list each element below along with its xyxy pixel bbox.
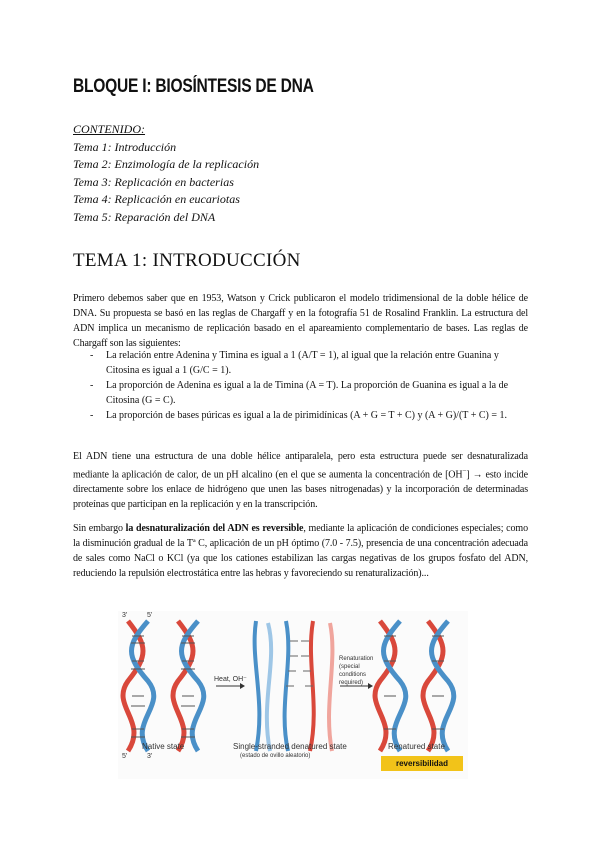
intro-paragraph: Primero debemos saber que en 1953, Watson y Crick publicaron el modelo tridimensional de la doble hélice de DNA. Su propuesta se basó en las reglas de Chargaff y en la fotografía 51 de Rosalind Franklin. La estructura del ADN implica un mecanismo de replicación basado en el apareamiento complementario de bases. Las reglas de Chargaff son las siguientes: <box>73 293 528 349</box>
native-helix-1 <box>123 621 154 751</box>
chargaff-rules-list <box>90 348 530 423</box>
contents-item: Tema 2: Enzimología de la replicación <box>73 157 260 172</box>
reversibility-badge: reversibilidad <box>381 756 463 771</box>
end-label: 3' <box>122 612 128 619</box>
list-item-text: La proporción de Adenina es igual a la de Timina (A = T). La proporción de Guanina es igual a la de Citosina (G = C). <box>106 380 509 406</box>
end-label: 5' <box>147 612 153 619</box>
text-run: El ADN tiene una estructura de una doble hélice antiparalela, pero esta estructura puede ser desnaturalizada mediante la aplicación de calor, de un pH alcalino (en el que se aumenta la concentración de [OH <box>73 451 528 481</box>
renatured-helix-2 <box>423 621 454 751</box>
renatured-helix-1 <box>375 621 406 751</box>
reversibility-paragraph <box>73 521 528 581</box>
heat-arrow <box>216 683 245 689</box>
denaturation-paragraph <box>73 449 528 512</box>
heat-label: Heat, OH⁻ <box>214 676 247 683</box>
end-label: 5' <box>122 753 128 760</box>
bold-text: la desnaturalización del ADN es reversible <box>125 523 304 534</box>
text-run: ] → esto incide directamente sobre los enlace de hidrógeno que unen las bases nitrogenadas) y la incorporación de determinadas proteínas que participan en la replicación y en la transcripción. <box>73 469 528 511</box>
list-item: - La proporción de Adenina es igual a la de Timina (A = T). La proporción de Guanina es igual a la de Citosina (G = C). <box>90 380 509 406</box>
denatured-state-label: Single-stranded denatured state <box>233 742 347 751</box>
contents-item: Tema 3: Replicación en bacterias <box>73 174 234 189</box>
list-item-text: La proporción de bases púricas es igual a la de pirimidínicas (A + G = T + C) y (A + G)/(T + C) = 1. <box>106 410 507 421</box>
end-label: 3' <box>147 753 153 760</box>
superscript: − <box>462 467 467 475</box>
contents-item: Tema 1: Introducción <box>73 139 177 154</box>
contents-label: CONTENIDO: <box>73 122 146 136</box>
section-title: TEMA 1: INTRODUCCIÓN <box>73 250 301 271</box>
document-title: BLOQUE I: BIOSÍNTESIS DE DNA <box>73 76 314 97</box>
native-helix-2 <box>173 621 204 751</box>
denatured-strands <box>255 621 333 751</box>
denatured-state-sublabel: (estado de ovillo aleatorio) <box>240 753 311 759</box>
text-run: Sin embargo <box>73 523 126 534</box>
contents-item: Tema 4: Replicación en eucariotas <box>73 192 240 207</box>
renaturation-label: Renaturation (special conditions required) <box>339 656 374 686</box>
contents-item: Tema 5: Reparación del DNA <box>73 209 216 224</box>
table-of-contents <box>73 121 259 227</box>
list-item: - La proporción de bases púricas es igual a la de pirimidínicas (A + G = T + C) y (A + G)/(T + C) = 1. <box>90 410 507 421</box>
list-item-text: La relación entre Adenina y Timina es igual a 1 (A/T = 1), al igual que la relación entre Guanina y Citosina es igual a 1 (G/C = 1). <box>106 350 499 376</box>
native-state-label: Native state <box>142 742 185 751</box>
dna-denaturation-figure <box>118 611 468 779</box>
renatured-state-label: Renatured state <box>388 742 445 751</box>
list-item: - La relación entre Adenina y Timina es igual a 1 (A/T = 1), al igual que la relación entre Guanina y Citosina es igual a 1 (G/C = 1). <box>90 350 499 376</box>
text-run: , mediante la aplicación de condiciones especiales; como la disminución gradual de la Tª C, aplicación de un pH óptimo (7.0 - 7.5), presencia de una concentración adecuada de sales como NaCl o KCl (ya que los cationes estabilizan las cargas negativas de los grupos fosfato del ADN, reduciendo la repulsión electrostática entre las hebras y favoreciendo su renaturalización)... <box>73 523 528 579</box>
